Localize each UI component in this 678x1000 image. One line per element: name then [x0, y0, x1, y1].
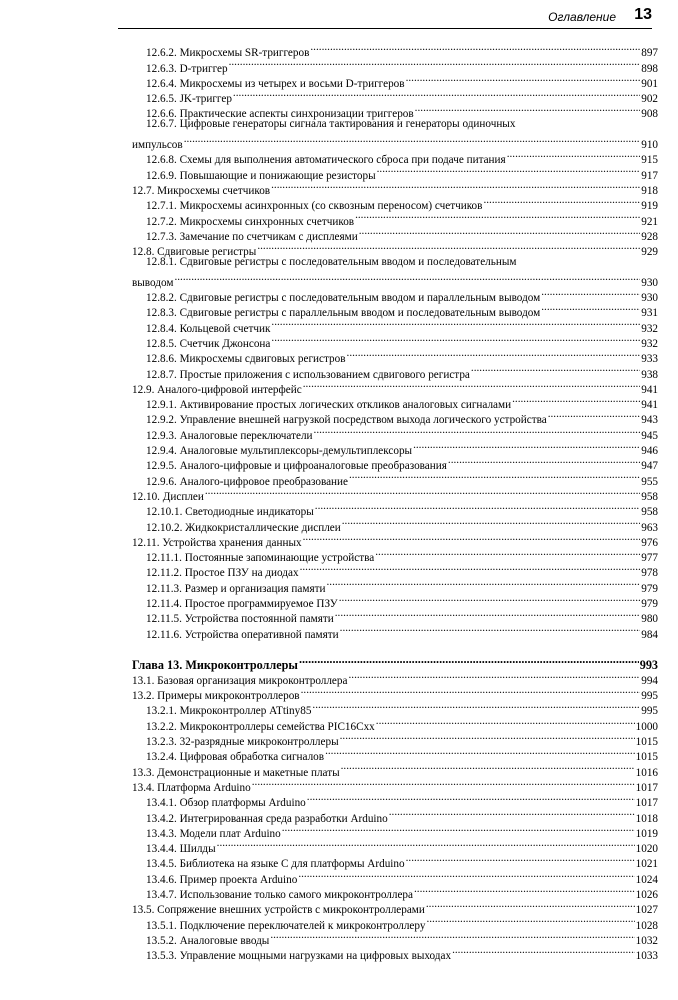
toc-section[interactable]: 12.8. Сдвиговые регистры ..... 929: [132, 240, 658, 255]
toc-entry[interactable]: 13.4.1. Обзор платформы Arduino ..... 1017: [132, 791, 658, 806]
toc-entry[interactable]: 12.6.6. Практические аспекты синхронизации триггеров ..... 908: [132, 102, 658, 117]
toc-entry[interactable]: 12.6.2. Микросхемы SR-триггеров ..... 897: [132, 41, 658, 56]
toc-entry[interactable]: 12.9.2. Управление внешней нагрузкой посредством выхода логического устройства ..... 943: [132, 408, 658, 423]
toc-section[interactable]: 13.5. Сопряжение внешних устройств с микроконтроллерами ..... 1027: [132, 898, 658, 913]
toc-entry[interactable]: 12.8.2. Сдвиговые регистры с последовательным вводом и параллельным выводом ..... 930: [132, 286, 658, 301]
toc-chapter[interactable]: Глава 13. Микроконтроллеры ..... 993: [132, 652, 658, 669]
running-title: Оглавление: [548, 10, 616, 24]
toc-entry[interactable]: 13.2.3. 32-разрядные микроконтроллеры ..... 1015: [132, 730, 658, 745]
toc-entry[interactable]: 12.6.4. Микросхемы из четырех и восьми D-триггеров ..... 901: [132, 72, 658, 87]
toc-entry[interactable]: 13.5.1. Подключение переключателей к микроконтроллеру ..... 1028: [132, 913, 658, 928]
toc-section[interactable]: 12.11. Устройства хранения данных ..... 976: [132, 531, 658, 546]
toc-entry[interactable]: 12.9.4. Аналоговые мультиплексоры-демультиплексоры ..... 946: [132, 439, 658, 454]
toc-entry[interactable]: 12.6.7. Цифровые генераторы сигнала тактирования и генераторы одиночных импульсов ..... 910: [132, 117, 658, 148]
toc-entry[interactable]: 13.4.5. Библиотека на языке C для платформы Arduino ..... 1021: [132, 852, 658, 867]
toc-entry[interactable]: 13.4.4. Шилды ..... 1020: [132, 837, 658, 852]
toc-entry[interactable]: 12.8.5. Счетчик Джонсона ..... 932: [132, 332, 658, 347]
toc-entry[interactable]: 12.8.7. Простые приложения с использованием сдвигового регистра ..... 938: [132, 362, 658, 377]
toc-entry[interactable]: 12.8.1. Сдвиговые регистры с последовательным вводом и последовательным выводом ..... 930: [132, 255, 658, 286]
toc-section[interactable]: 12.9. Аналого-цифровой интерфейс ..... 941: [132, 378, 658, 393]
toc-entry[interactable]: 13.4.7. Использование только самого микроконтроллера ..... 1026: [132, 883, 658, 898]
toc-entry[interactable]: 13.2.2. Микроконтроллеры семейства PIC16Cxx ..... 1000: [132, 714, 658, 729]
toc-entry[interactable]: 13.2.1. Микроконтроллер ATtiny85 ..... 995: [132, 699, 658, 714]
page-header: [118, 6, 652, 29]
toc-entry[interactable]: 12.8.3. Сдвиговые регистры с параллельным вводом и последовательным выводом ..... 931: [132, 301, 658, 316]
toc-entry[interactable]: 12.6.5. JK-триггер ..... 902: [132, 87, 658, 102]
toc-entry[interactable]: 12.9.1. Активирование простых логических откликов аналоговых сигналами ..... 941: [132, 393, 658, 408]
toc-entry[interactable]: 13.4.3. Модели плат Arduino ..... 1019: [132, 822, 658, 837]
toc-entry[interactable]: 12.6.8. Схемы для выполнения автоматического сброса при подаче питания ..... 915: [132, 148, 658, 163]
toc-entry[interactable]: 12.6.3. D-триггер ..... 898: [132, 56, 658, 71]
toc-entry[interactable]: 12.8.4. Кольцевой счетчик ..... 932: [132, 316, 658, 331]
toc-entry[interactable]: 12.11.4. Простое программируемое ПЗУ ..... 979: [132, 592, 658, 607]
toc-entry[interactable]: 12.10.1. Светодиодные индикаторы ..... 958: [132, 500, 658, 515]
toc-entry[interactable]: 12.11.6. Устройства оперативной памяти ..... 984: [132, 622, 658, 637]
toc-section[interactable]: 13.1. Базовая организация микроконтроллера ..... 994: [132, 669, 658, 684]
page-number: 13: [634, 6, 652, 23]
toc-section[interactable]: 12.7. Микросхемы счетчиков ..... 918: [132, 179, 658, 194]
toc-entry[interactable]: 12.9.3. Аналоговые переключатели ..... 945: [132, 423, 658, 438]
toc-entry[interactable]: 13.4.2. Интегрированная среда разработки Arduino ..... 1018: [132, 806, 658, 821]
toc-entry[interactable]: 13.2.4. Цифровая обработка сигналов ..... 1015: [132, 745, 658, 760]
toc-entry[interactable]: 12.11.3. Размер и организация памяти ..... 979: [132, 576, 658, 591]
toc-entry[interactable]: 12.9.6. Аналого-цифровое преобразование ..... 955: [132, 469, 658, 484]
toc-entry[interactable]: 12.11.2. Простое ПЗУ на диодах ..... 978: [132, 561, 658, 576]
toc-entry[interactable]: 12.6.9. Повышающие и понижающие резисторы ..... 917: [132, 163, 658, 178]
toc-entry[interactable]: 13.5.2. Аналоговые вводы ..... 1032: [132, 929, 658, 944]
toc-entry[interactable]: 12.10.2. Жидкокристаллические дисплеи ..... 963: [132, 515, 658, 530]
toc-entry[interactable]: 12.7.2. Микросхемы синхронных счетчиков ..... 921: [132, 209, 658, 224]
toc-entry[interactable]: 12.9.5. Аналого-цифровые и цифроаналоговые преобразования ..... 947: [132, 454, 658, 469]
toc-section[interactable]: 13.4. Платформа Arduino ..... 1017: [132, 776, 658, 791]
toc-entry[interactable]: 13.5.3. Управление мощными нагрузками на цифровых выходах ..... 1033: [132, 944, 658, 959]
table-of-contents: [132, 41, 658, 963]
toc-entry[interactable]: 13.4.6. Пример проекта Arduino ..... 1024: [132, 867, 658, 882]
toc-entry[interactable]: 12.11.5. Устройства постоянной памяти ..... 980: [132, 607, 658, 622]
toc-entry[interactable]: 12.7.3. Замечание по счетчикам с дисплеями ..... 928: [132, 225, 658, 240]
toc-entry[interactable]: 12.11.1. Постоянные запоминающие устройства ..... 977: [132, 546, 658, 561]
toc-entry[interactable]: 12.7.1. Микросхемы асинхронных (со сквозным переносом) счетчиков ..... 919: [132, 194, 658, 209]
toc-section[interactable]: 13.3. Демонстрационные и макетные платы ..... 1016: [132, 760, 658, 775]
toc-section[interactable]: 12.10. Дисплеи ..... 958: [132, 485, 658, 500]
toc-entry[interactable]: 12.8.6. Микросхемы сдвиговых регистров ..... 933: [132, 347, 658, 362]
toc-section[interactable]: 13.2. Примеры микроконтроллеров ..... 995: [132, 684, 658, 699]
